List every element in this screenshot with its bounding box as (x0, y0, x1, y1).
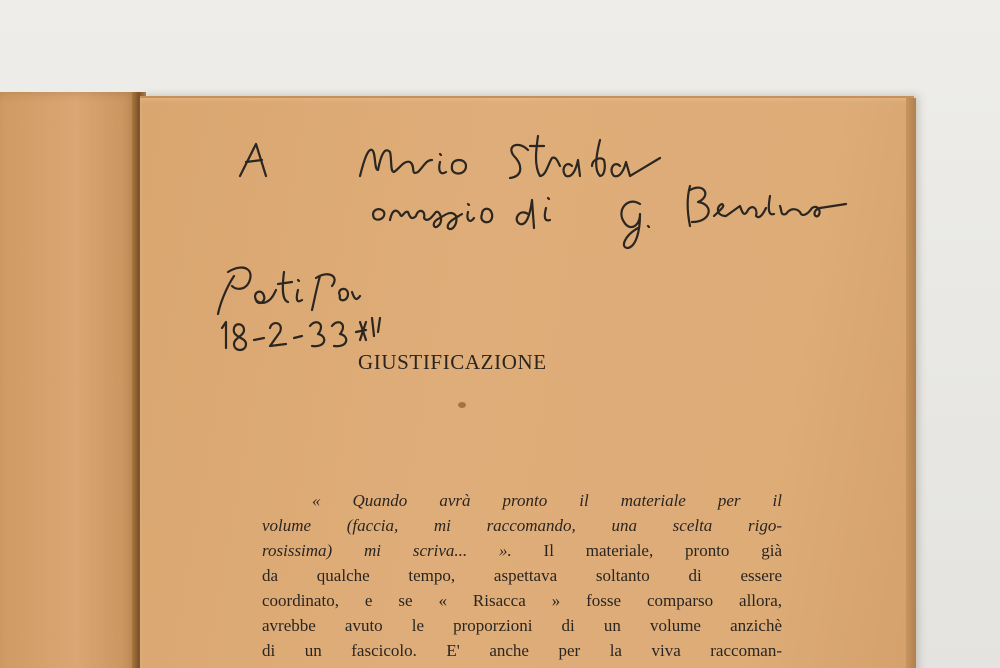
text-run: da qualche tempo, aspettava soltanto di essere (262, 566, 782, 585)
paragraph-line (262, 588, 782, 613)
text-run: coordinato, e se « Risacca » fosse comparso allora, (262, 591, 782, 610)
printer-ornament-mark (458, 402, 466, 408)
paragraph-line (262, 538, 782, 563)
text-run: avrebbe avuto le proporzioni di un volume anzichè (262, 616, 782, 635)
text-run: « Quando avrà pronto il materiale per il (312, 491, 782, 510)
paragraph-line (262, 613, 782, 638)
paragraph-line (262, 513, 782, 538)
paragraph-line (262, 488, 782, 513)
page-edge (906, 98, 916, 668)
text-run: volume (faccia, mi raccomando, una scelta rigo- (262, 516, 782, 535)
body-paragraph (262, 488, 782, 663)
paragraph-line (262, 563, 782, 588)
page-title: GIUSTIFICAZIONE (358, 350, 547, 374)
left-book-page (0, 92, 138, 668)
text-run: di un fascicolo. E' anche per la viva raccoman- (262, 641, 782, 660)
paragraph-line (262, 638, 782, 663)
text-run: rosissima) mi scriva... ». (262, 541, 512, 560)
text-run: Il materiale, pronto già (511, 541, 783, 560)
